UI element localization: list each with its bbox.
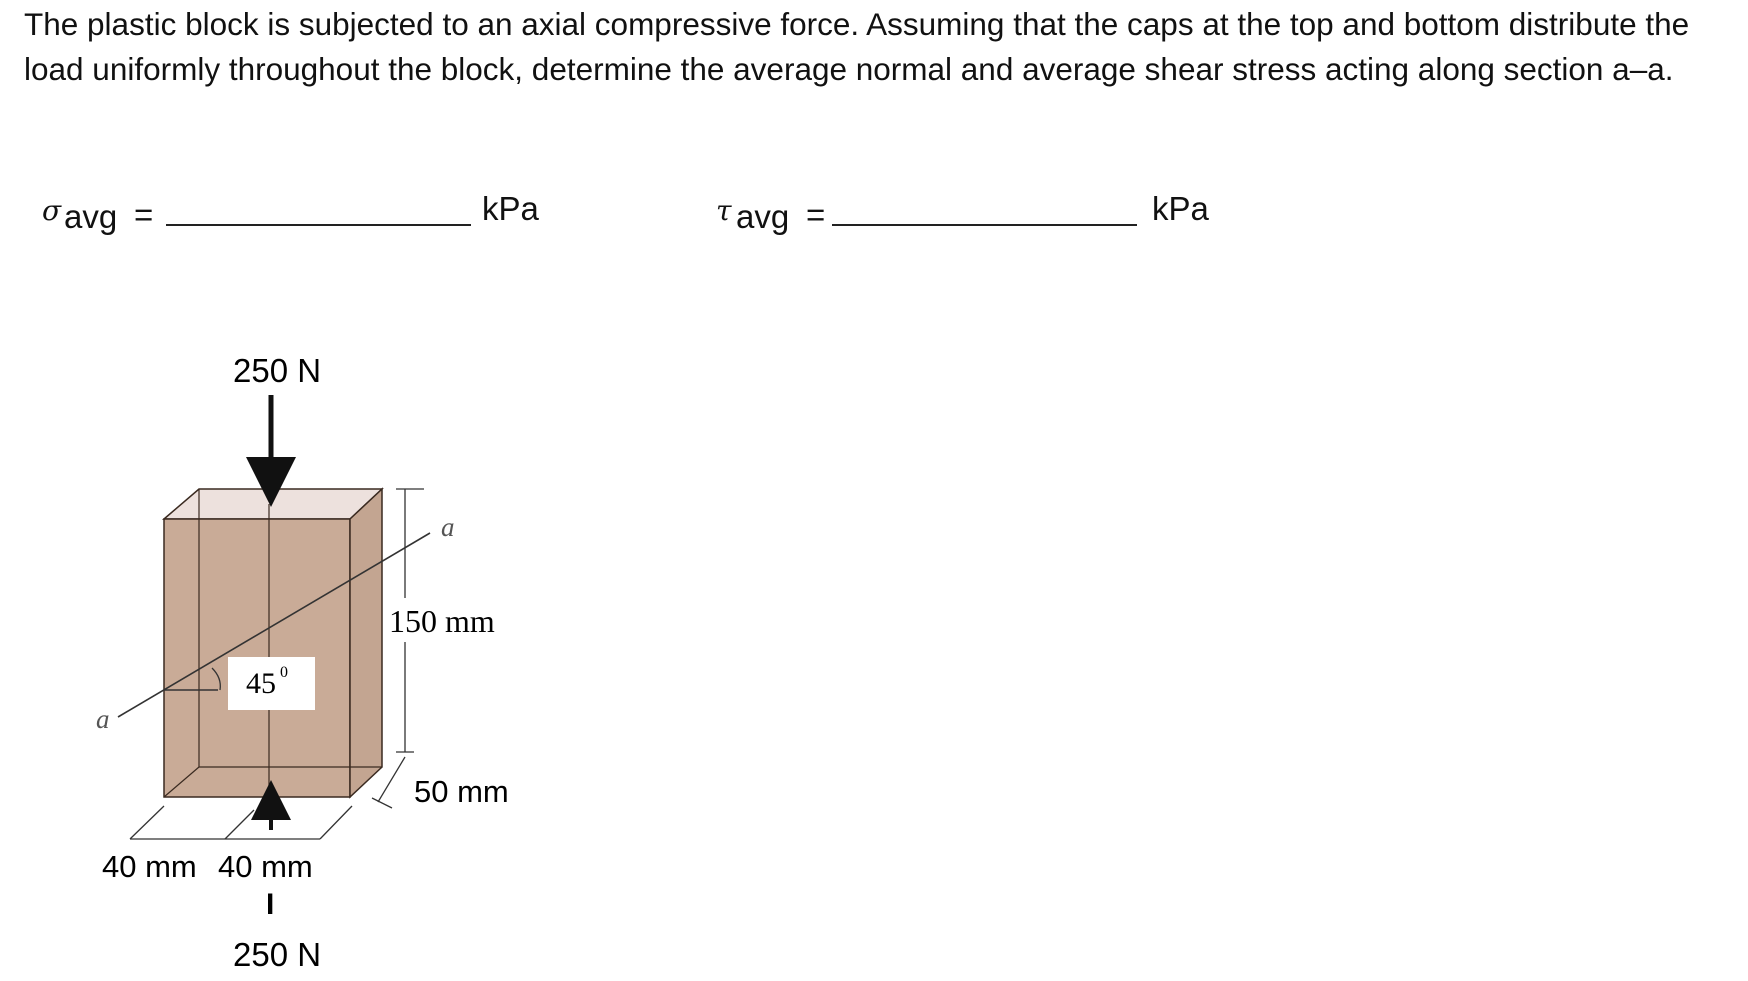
width-dim-tick-mid [225, 810, 254, 839]
width-dim-label-right: 40 mm [218, 849, 313, 884]
bottom-tick-mark: I [266, 888, 275, 921]
sigma-subscript: avg [64, 198, 118, 235]
depth-dim-tick [372, 798, 392, 808]
width-dim-label-left: 40 mm [102, 849, 197, 884]
sigma-avg-input[interactable] [166, 224, 471, 226]
sigma-unit: kPa [482, 190, 539, 227]
tau-equals: = [806, 196, 826, 233]
width-dim-tick-left [130, 806, 164, 839]
tau-symbol: τ [716, 194, 732, 227]
block-top-face [164, 489, 382, 519]
section-label-bottom: a [96, 704, 110, 734]
block-diagram [0, 300, 560, 981]
block-right-face [350, 489, 382, 797]
bottom-load-label: 250 N [233, 936, 322, 973]
angle-label: 45 [246, 667, 276, 700]
section-label-top: a [441, 512, 455, 542]
sigma-equals: = [134, 196, 154, 233]
sigma-symbol: σ [42, 194, 62, 227]
top-load-label: 250 N [233, 352, 322, 389]
tau-avg-input[interactable] [832, 224, 1137, 226]
tau-subscript: avg [736, 198, 790, 235]
depth-dim-label: 50 mm [414, 774, 509, 809]
angle-degree-mark: 0 [280, 664, 288, 681]
width-dim-tick-right [320, 806, 352, 839]
height-dim-label: 150 mm [389, 603, 495, 639]
tau-unit: kPa [1152, 190, 1209, 227]
problem-statement: The plastic block is subjected to an axial compressive force. Assuming that the caps at the top and bottom distribute the load uniformly throughout the block, determine the average normal and average shear stress acting along section a–a. [24, 6, 1690, 87]
